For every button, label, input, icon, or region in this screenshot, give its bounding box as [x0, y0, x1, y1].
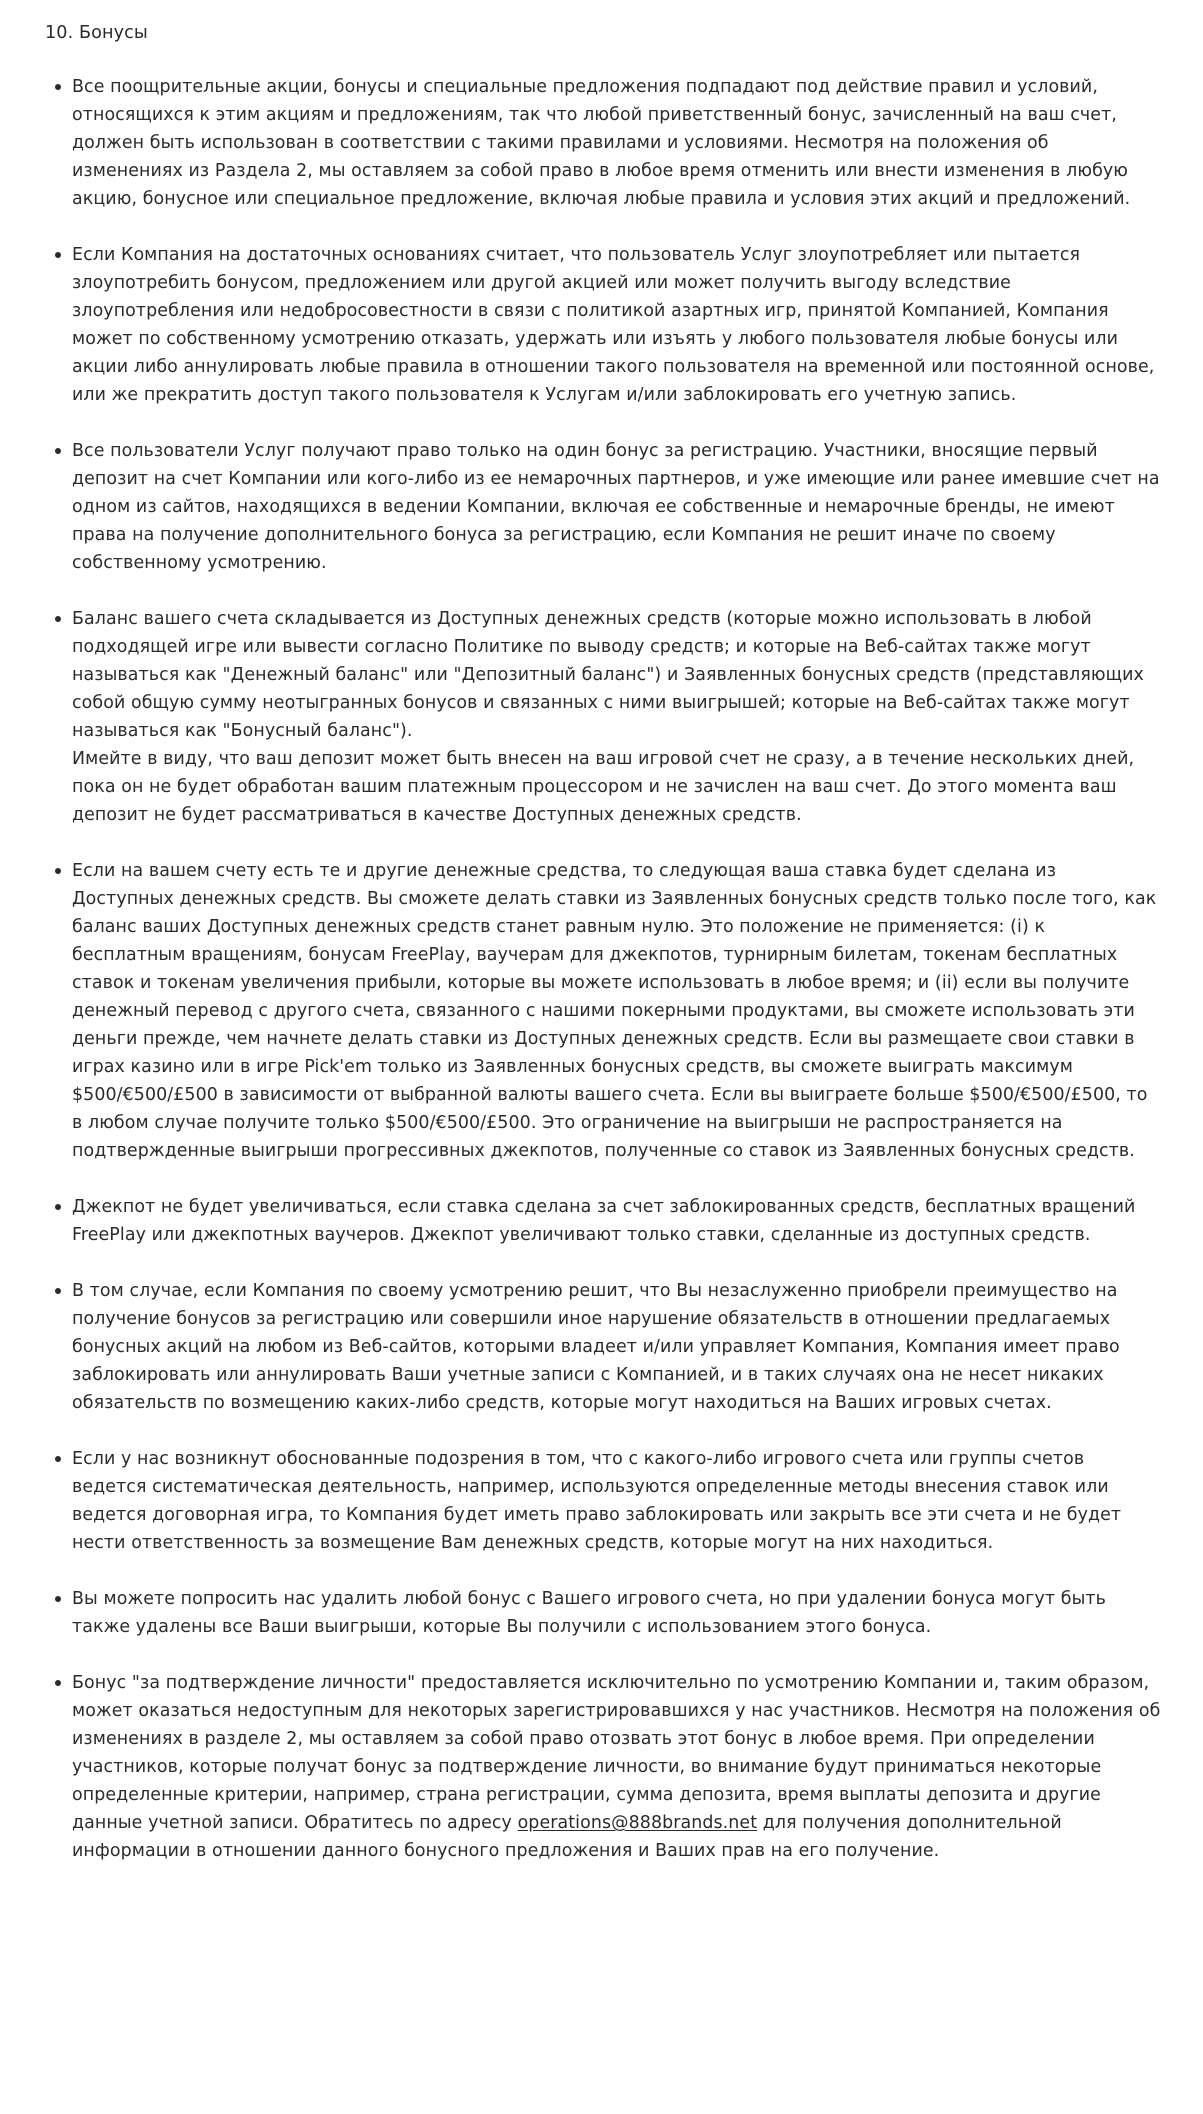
list-item-account-balance: [72, 605, 1163, 829]
list-item-text: Все пользователи Услуг получают право только на один бонус за регистрацию. Участники, вносящие первый депозит на счет Компании или кого-либо из ее немарочных партнеров, и уже имеющие или ранее имевшие счет на одном из сайтов, находящихся в ведении Компании, включая ее собственные и немарочные бренды, не имеют права на получение дополнительного бонуса за регистрацию, если Компания не решит иначе по своему собственному усмотрению.: [72, 441, 1160, 573]
list-item-text: Вы можете попросить нас удалить любой бонус с Вашего игрового счета, но при удалении бонуса могут быть также удалены все Ваши выигрыши, которые Вы получили с использованием этого бонуса.: [72, 1589, 1106, 1637]
bullet-icon: [55, 1288, 61, 1294]
bullet-icon: [55, 1456, 61, 1462]
list-item-text: В том случае, если Компания по своему усмотрению решит, что Вы незаслуженно приобрели преимущество на получение бонусов за регистрацию или совершили иное нарушение обязательств в отношении предлагаемых бонусных акций на любом из Веб-сайтов, которыми владеет и/или управляет Компания, Компания имеет право заблокировать или аннулировать Ваши учетные записи с Компанией, и в таких случаях она не несет никаких обязательств по возмещению каких-либо средств, которые могут находиться на Ваших игровых счетах.: [72, 1281, 1120, 1413]
bonus-terms-list: [45, 73, 1163, 1865]
list-item-text: Все поощрительные акции, бонусы и специальные предложения подпадают под действие правил и условий, относящихся к этим акциям и предложениям, так что любой приветственный бонус, зачисленный на ваш счет, должен быть использован в соответствии с такими правилами и условиями. Несмотря на положения об изменениях из Раздела 2, мы оставляем за собой право в любое время отменить или внести изменения в любую акцию, бонусное или специальное предложение, включая любые правила и условия этих акций и предложений.: [72, 77, 1131, 209]
section-title: 10. Бонусы: [45, 23, 148, 43]
list-item-deposit-note: Имейте в виду, что ваш депозит может быть внесен на ваш игровой счет не сразу, а в течение нескольких дней, пока он не будет обработан вашим платежным процессором и не зачислен на ваш счет. До этого момента ваш депозит не будет рассматриваться в качестве Доступных денежных средств.: [72, 749, 1135, 825]
bullet-icon: [55, 868, 61, 874]
list-item-one-signup-bonus: [72, 437, 1163, 577]
list-item-text: Если на вашем счету есть те и другие денежные средства, то следующая ваша ставка будет сделана из Доступных денежных средств. Вы сможете делать ставки из Заявленных бонусных средств только после того, как баланс ваших Доступных денежных средств станет равным нулю. Это положение не применяется: (i) к бесплатным вращениям, бонусам FreePlay, ваучерам для джекпотов, турнирным билетам, токенам бесплатных ставок и токенам увеличения прибыли, которые вы можете использовать в любое время; и (ii) если вы получите денежный перевод с другого счета, связанного с нашими покерными продуктами, вы сможете использовать эти деньги прежде, чем начнете делать ставки из Доступных денежных средств. Если вы размещаете свои ставки в играх казино или в игре Pick'em только из Заявленных бонусных средств, вы сможете выиграть максимум $500/€500/£500 в зависимости от выбранной валюты вашего счета. Если вы выиграете больше $500/€500/£500, то в любом случае получите только $500/€500/£500. Это ограничение на выигрыши не распространяется на подтвержденные выигрыши прогрессивных джекпотов, полученные со ставок из Заявленных бонусных средств.: [72, 861, 1157, 1161]
bullet-icon: [55, 1596, 61, 1602]
list-item-identity-bonus: [72, 1669, 1163, 1865]
list-item-text: Если Компания на достаточных основаниях считает, что пользователь Услуг злоупотребляет или пытается злоупотребить бонусом, предложением или другой акцией или может получить выгоду вследствие злоупотребления или недобросовестности в связи с политикой азартных игр, принятой Компанией, Компания может по собственному усмотрению отказать, удержать или изъять у любого пользователя любые бонусы или акции либо аннулировать любые правила в отношении такого пользователя на временной или постоянной основе, или же прекратить доступ такого пользователя к Услугам и/или заблокировать его учетную запись.: [72, 245, 1155, 405]
list-item-bet-order: [72, 857, 1163, 1165]
operations-email-link[interactable]: operations@888brands.net: [517, 1813, 758, 1833]
bullet-icon: [55, 616, 61, 622]
list-item-text-after-link: для получения дополнительной информации в отношении данного бонусного предложения и Ваших прав на его получение.: [72, 1813, 1062, 1861]
bullet-icon: [55, 84, 61, 90]
list-item-promotions-rules: [72, 73, 1163, 213]
list-item-text: Баланс вашего счета складывается из Доступных денежных средств (которые можно использовать в любой подходящей игре или вывести согласно Политике по выводу средств; и которые на Веб-сайтах также могут называться как "Денежный баланс" или "Депозитный баланс") и Заявленных бонусных средств (представляющих собой общую сумму неотыгранных бонусов и связанных с ними выигрышей; которые на Веб-сайтах также могут называться как "Бонусный баланс").: [72, 609, 1144, 741]
list-item-text: Джекпот не будет увеличиваться, если ставка сделана за счет заблокированных средств, бесплатных вращений FreePlay или джекпотных ваучеров. Джекпот увеличивают только ставки, сделанные из доступных средств.: [72, 1197, 1136, 1245]
list-item-systematic-activity: [72, 1445, 1163, 1557]
list-item-text: Если у нас возникнут обоснованные подозрения в том, что с какого-либо игрового счета или группы счетов ведется систематическая деятельность, например, используются определенные методы внесения ставок или ведется договорная игра, то Компания будет иметь право заблокировать или закрыть все эти счета и не будет нести ответственность за возмещение Вам денежных средств, которые могут на них находиться.: [72, 1449, 1122, 1553]
bullet-icon: [55, 448, 61, 454]
list-item-unfair-advantage: [72, 1277, 1163, 1417]
list-item-remove-bonus: [72, 1585, 1163, 1641]
bullet-icon: [55, 1204, 61, 1210]
bullet-icon: [55, 1680, 61, 1686]
list-item-bonus-abuse: [72, 241, 1163, 409]
list-item-text-before-link: Бонус "за подтверждение личности" предоставляется исключительно по усмотрению Компании и, таким образом, может оказаться недоступным для некоторых зарегистрировавшихся у нас участников. Несмотря на положения об изменениях в разделе 2, мы оставляем за собой право отозвать этот бонус в любое время. При определении участников, которые получат бонус за подтверждение личности, во внимание будут приниматься некоторые определенные критерии, например, страна регистрации, сумма депозита, время выплаты депозита и другие данные учетной записи. Обратитесь по адресу: [72, 1673, 1161, 1833]
list-item-jackpot: [72, 1193, 1163, 1249]
bullet-icon: [55, 252, 61, 258]
list-item-text: [72, 1669, 1163, 1865]
